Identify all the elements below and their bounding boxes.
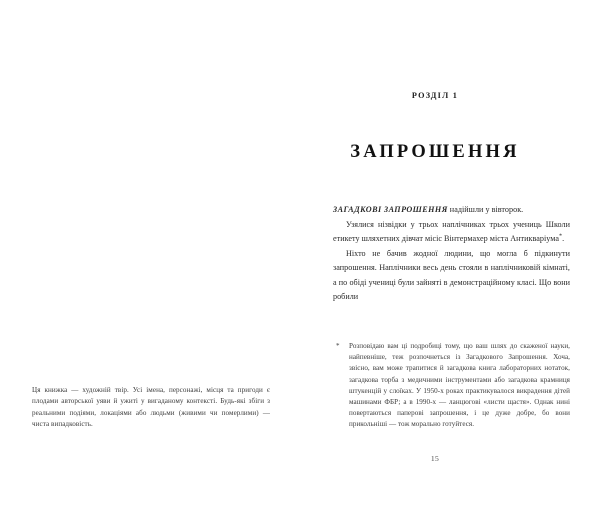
footnote-text: Розповідаю вам ці подробиці тому, що ваш шлях до скаженої науки, найпевніше, теж розпочнеться із Загадкового Запрошення. Хоча, звісно, вам може трапитися й загадкова книга лабораторних нотаток, загадкова торба з медичними інструментами або загадкова крамниця штукенцій у слоїках. У 1950-х роках практикувалося викрадення дітей машинами ФБР; а в 1990-х — ланцюгові «листи щастя». Однак нині повертаються паперові запрошення, і це дуже добре, бо вони прикольніші — тож морально готуйтеся. (349, 342, 570, 429)
footnote-body (333, 341, 570, 431)
chapter-number: РОЗДІЛ 1 (411, 91, 459, 100)
chapter-title: ЗАПРОШЕННЯ (350, 142, 520, 163)
footnote-reference-marker[interactable]: * (559, 232, 563, 240)
right-page-footnote (333, 341, 570, 431)
paragraph-lead-in: ЗАГАДКОВІ ЗАПРОШЕННЯ (333, 205, 448, 214)
left-footnote-text: Ця книжка — художній твір. Усі імена, персонажі, місця та пригоди є плодами авторської уяви й ужиті у вигаданому контексті. Будь-які збіги з реальними подіями, локаціями або людьми (живими чи померлими) — чиста випадковість. (32, 386, 270, 428)
page-number: 15 (430, 454, 440, 463)
paragraph-second (333, 218, 570, 247)
footnote-star-icon: * (336, 342, 340, 350)
paragraph-second-tail: . (562, 234, 565, 244)
body-text-column (333, 203, 570, 305)
paragraph-opening-rest: надійшли у вівторок. (447, 205, 524, 214)
left-page-footnote (32, 385, 270, 430)
right-page (300, 0, 600, 517)
paragraph-second-text: Узялися нізвідки у трьох наплічниках трьох учениць Школи етикету шляхетних дівчат місіс Вінтермахер міста Антикваріума (333, 219, 570, 244)
paragraph-third: Ніхто не бачив жодної людини, що могла б підкинути запрошення. Наплічники весь день стояли в наплічниковій кімнаті, а по обіді учениці були зайняті в демонстраційному класі. Що вони робили (333, 248, 570, 302)
paragraph-opening (333, 203, 570, 218)
